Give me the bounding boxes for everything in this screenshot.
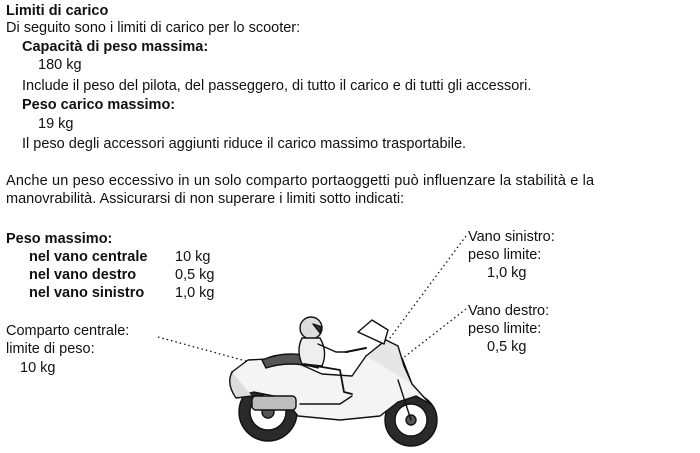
warning-line-2: manovrabilità. Assicurarsi di non superare i limiti sotto indicati: [6,191,405,207]
max-capacity-value: 180 kg [38,57,82,73]
max-capacity-note: Include il peso del pilota, del passeggero, di tutto il carico e di tutti gli accessori. [22,78,532,94]
max-load-label: Peso carico massimo: [22,97,176,113]
warning-line-1: Anche un peso eccessivo in un solo comparto portaoggetti può influenzare la stabilità e la [6,173,595,189]
windshield [358,320,388,344]
page-title: Limiti di carico [6,3,109,19]
leader-line-left [384,236,466,346]
callout-left-line-1: Vano sinistro: [468,229,555,245]
callout-right-line-2: peso limite: [468,321,542,337]
callout-center-value: 10 kg [20,360,56,376]
engine-block [252,396,296,410]
intro-text: Di seguito sono i limiti di carico per lo scooter: [6,20,301,36]
limit-row-label: nel vano sinistro [29,285,145,301]
max-capacity-label: Capacità di peso massima: [22,39,209,55]
callout-left-line-2: peso limite: [468,247,542,263]
limit-row-value: 0,5 kg [175,267,215,283]
callout-center-line-1: Comparto centrale: [6,323,130,339]
limit-row-value: 1,0 kg [175,285,215,301]
callout-left-value: 1,0 kg [487,265,527,281]
limit-row-label: nel vano centrale [29,249,148,265]
max-load-note: Il peso degli accessori aggiunti riduce il carico massimo trasportabile. [22,136,467,152]
max-load-value: 19 kg [38,116,74,132]
callout-right-line-1: Vano destro: [468,303,550,319]
limit-row-value: 10 kg [175,249,211,265]
callout-right-value: 0,5 kg [487,339,527,355]
limit-row-label: nel vano destro [29,267,137,283]
leader-line-right [394,309,466,365]
limits-title: Peso massimo: [6,231,113,247]
callout-center-line-2: limite di peso: [6,341,95,357]
